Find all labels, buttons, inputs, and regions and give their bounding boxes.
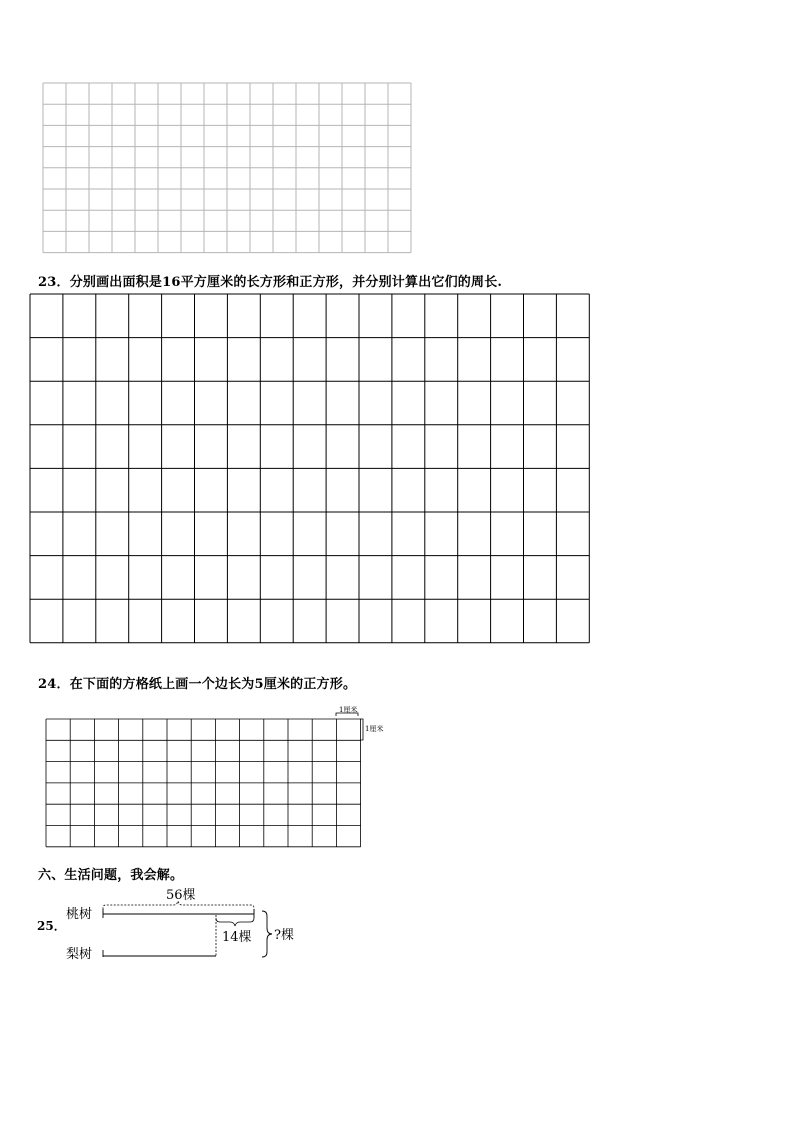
pear-tree-label: 梨树 xyxy=(66,947,93,962)
total-brace xyxy=(262,911,272,957)
question-number: 25． xyxy=(37,919,66,933)
unit-label-top: 1厘米 xyxy=(339,706,358,714)
difference-count-label: 14棵 xyxy=(222,930,252,945)
question-text: 分别画出面积是16平方厘米的长方形和正方形，并分别计算出它们的周长. xyxy=(69,275,503,290)
question-number: 23． xyxy=(38,275,70,290)
difference-brace xyxy=(216,918,254,926)
question-number: 24． xyxy=(38,677,70,692)
total-label: ?棵 xyxy=(274,928,294,943)
peach-brace xyxy=(103,901,254,913)
unit-label-side: 1厘米 xyxy=(365,725,384,733)
peach-tree-label: 桃树 xyxy=(66,907,93,922)
peach-count-label: 56棵 xyxy=(166,888,196,903)
question-text: 在下面的方格纸上画一个边长为5厘米的正方形。 xyxy=(69,677,357,692)
section-6-heading: 六、生活问题，我会解。 xyxy=(38,868,184,883)
